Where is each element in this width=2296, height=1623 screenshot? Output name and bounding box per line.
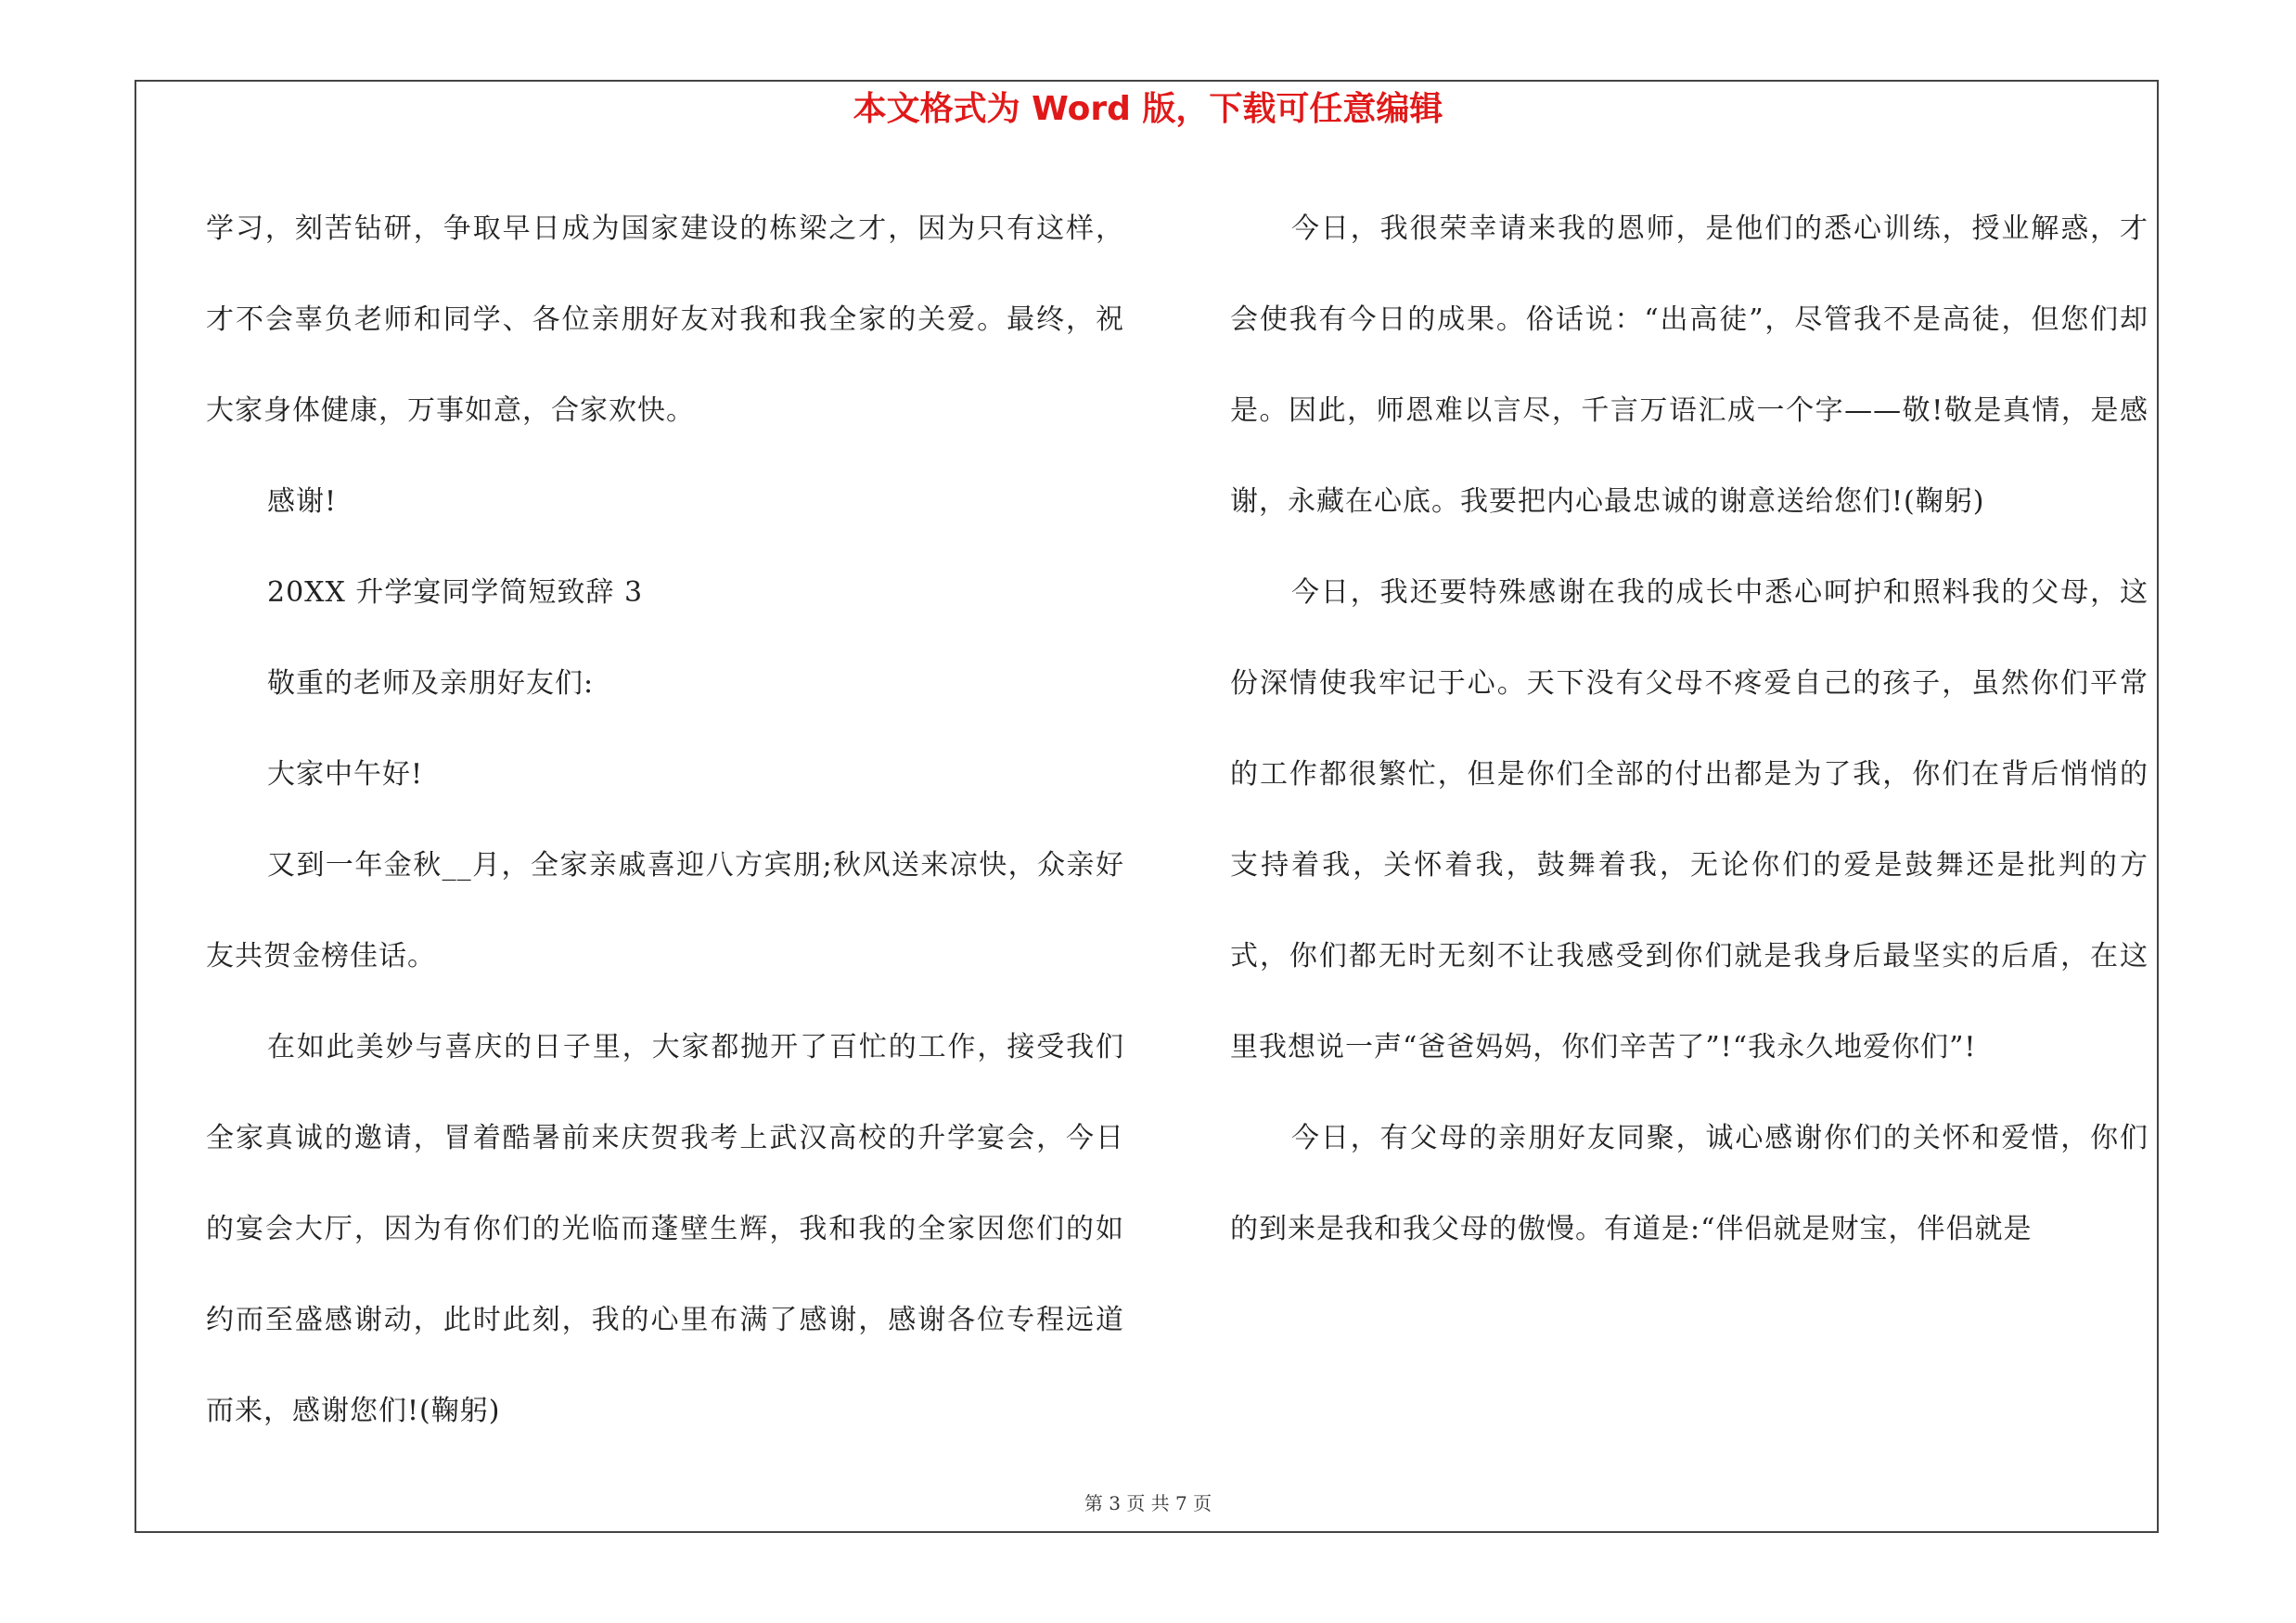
right-paragraph-friends: 今日，有父母的亲朋好友同聚，诚心感谢你们的关怀和爱惜，你们的到来是我和我父母的傲慢。有道是:“伴侣就是财宝，伴侣就是 [1230,1122,2148,1245]
page-number: 第 3 页 共 7 页 [1084,1492,1212,1514]
left-paragraph-section-title: 20XX 升学宴同学简短致辞 3 [267,576,644,609]
left-column [206,184,1124,1457]
header-banner: 本文格式为 Word 版，下载可任意编辑 [853,90,1443,128]
left-paragraph-salutation: 敬重的老师及亲朋好友们: [267,667,595,700]
left-paragraph-autumn: 又到一年金秋__月，全家亲戚喜迎八方宾朋;秋风送来凉快，众亲好友共贺金榜佳话。 [206,849,1124,973]
left-paragraph-thanks: 感谢! [267,485,338,518]
right-column [1230,184,2148,1275]
right-paragraph-teachers: 今日，我很荣幸请来我的恩师，是他们的悉心训练，授业解惑，才会使我有今日的成果。俗话说：“出高徒”，尽管我不是高徒，但您们却是。因此，师恩难以言尽，千言万语汇成一个字——敬!敬是真情，是感谢，永藏在心底。我要把内心最忠诚的谢意送给您们!(鞠躬) [1230,213,2148,518]
left-paragraph-continued: 学习，刻苦钻研，争取早日成为国家建设的栋梁之才，因为只有这样，才不会辜负老师和同学、各位亲朋好友对我和我全家的关爱。最终，祝大家身体健康，万事如意，合家欢快。 [206,213,1124,427]
left-paragraph-greeting: 大家中午好! [267,758,424,791]
left-paragraph-celebration: 在如此美妙与喜庆的日子里，大家都抛开了百忙的工作，接受我们全家真诚的邀请，冒着酷暑前来庆贺我考上武汉高校的升学宴会，今日的宴会大厅，因为有你们的光临而蓬壁生辉，我和我的全家因您们的如约而至盛感谢动，此时此刻，我的心里布满了感谢，感谢各位专程远道而来，感谢您们!(鞠躬) [206,1031,1124,1427]
right-paragraph-parents: 今日，我还要特殊感谢在我的成长中悉心呵护和照料我的父母，这份深情使我牢记于心。天下没有父母不疼爱自己的孩子，虽然你们平常的工作都很繁忙，但是你们全部的付出都是为了我，你们在背后悄悄的支持着我，关怀着我，鼓舞着我，无论你们的爱是鼓舞还是批判的方式，你们都无时无刻不让我感受到你们就是我身后最坚实的后盾，在这里我想说一声“爸爸妈妈，你们辛苦了”!“我永久地爱你们”! [1230,576,2148,1063]
